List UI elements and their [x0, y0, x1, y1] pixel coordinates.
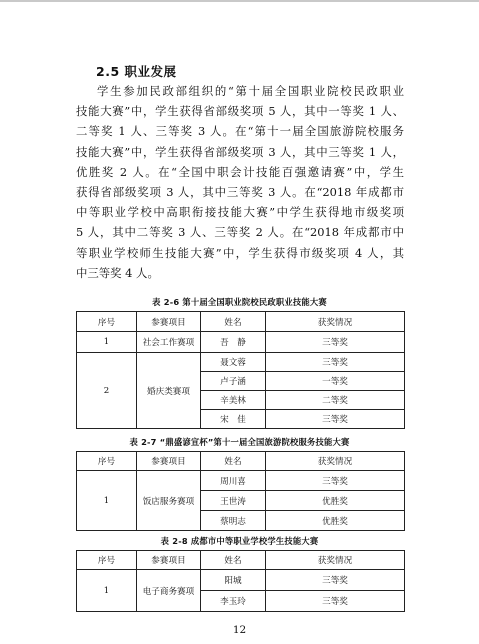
cell-award: 三等奖 [266, 591, 405, 612]
awards-table-2-7 [76, 451, 405, 531]
cell-seq: 2 [77, 353, 137, 429]
header-award: 获奖情况 [266, 551, 405, 570]
table-row [77, 332, 405, 353]
cell-project: 社会工作赛项 [137, 332, 201, 353]
top-border [0, 0, 479, 2]
header-project: 参赛项目 [137, 551, 201, 570]
table-row [77, 353, 405, 372]
paragraph-line: 获得省部级奖项 3 人，其中三等奖 3 人。在“2018 年成都市 [76, 185, 404, 200]
header-seq: 序号 [77, 312, 137, 332]
cell-seq: 1 [77, 570, 137, 612]
cell-seq: 1 [77, 471, 137, 531]
paragraph-line: 等职业学校师生技能大赛”中，学生获得市级奖项 4 人，其 [76, 245, 404, 260]
cell-name: 王世涛 [201, 491, 266, 511]
cell-award: 三等奖 [266, 353, 405, 372]
table-header-row [77, 312, 405, 332]
table-caption: 表 2-8 成都市中等职业学校学生技能大赛 [160, 536, 319, 546]
awards-table-2-8 [76, 550, 405, 612]
cell-name: 蔡明志 [201, 511, 266, 531]
cell-name: 周川喜 [201, 471, 266, 491]
paragraph-line: 中等职业学校中高职衔接技能大赛”中学生获得地市级奖项 [76, 205, 404, 220]
cell-award: 三等奖 [266, 332, 405, 353]
cell-name: 聂文蓉 [201, 353, 266, 372]
table-row [77, 471, 405, 491]
paragraph-line: 技能大赛”中，学生获得省部级奖项 3 人，其中三等奖 1 人， [76, 144, 404, 159]
cell-name: 李玉玲 [201, 591, 266, 612]
page-number: 12 [232, 624, 247, 636]
cell-award: 三等奖 [266, 471, 405, 491]
paragraph-line: 中三等奖 4 人。 [76, 265, 159, 280]
table-header-row [77, 452, 405, 471]
header-award: 获奖情况 [266, 452, 405, 471]
cell-award: 二等奖 [266, 391, 405, 410]
paragraph-line: 5 人，其中二等奖 3 人、三等奖 2 人。在“2018 年成都市中 [76, 225, 404, 240]
cell-award: 优胜奖 [266, 511, 405, 531]
cell-award: 三等奖 [266, 410, 405, 429]
section-title: 2.5 职业发展 [96, 64, 177, 79]
table-row [77, 570, 405, 591]
paragraph-line: 优胜奖 2 人。在“全国中职会计技能百强邀请赛”中，学生 [76, 164, 404, 179]
header-name: 姓名 [201, 452, 266, 471]
awards-table-2-6 [76, 311, 405, 429]
header-seq: 序号 [77, 551, 137, 570]
header-project: 参赛项目 [137, 312, 201, 332]
paragraph-line: 技能大赛”中，学生获得省部级奖项 5 人，其中一等奖 1 人、 [76, 104, 404, 119]
cell-name: 吾 静 [201, 332, 266, 353]
table-header-row [77, 551, 405, 570]
cell-name: 辛美林 [201, 391, 266, 410]
body-paragraph [76, 81, 404, 283]
cell-project: 饭店服务赛项 [137, 471, 201, 531]
cell-name: 阳城 [201, 570, 266, 591]
paragraph-line: 学生参加民政部组织的“第十届全国职业院校民政职业 [97, 84, 404, 98]
table-caption: 表 2-6 第十届全国职业院校民政职业技能大赛 [152, 297, 327, 307]
cell-award: 三等奖 [266, 570, 405, 591]
header-name: 姓名 [201, 312, 266, 332]
header-project: 参赛项目 [137, 452, 201, 471]
cell-name: 宋 佳 [201, 410, 266, 429]
cell-name: 卢子涵 [201, 372, 266, 391]
cell-project: 电子商务赛项 [137, 570, 201, 612]
cell-award: 一等奖 [266, 372, 405, 391]
cell-seq: 1 [77, 332, 137, 353]
header-award: 获奖情况 [266, 312, 405, 332]
cell-award: 优胜奖 [266, 491, 405, 511]
paragraph-line: 二等奖 1 人、三等奖 3 人。在“第十一届全国旅游院校服务 [76, 124, 404, 139]
table-caption: 表 2-7 “鼎盛谚宣杯”第十一届全国旅游院校服务技能大赛 [129, 437, 350, 447]
header-seq: 序号 [77, 452, 137, 471]
header-name: 姓名 [201, 551, 266, 570]
cell-project: 婚庆类赛项 [137, 353, 201, 429]
